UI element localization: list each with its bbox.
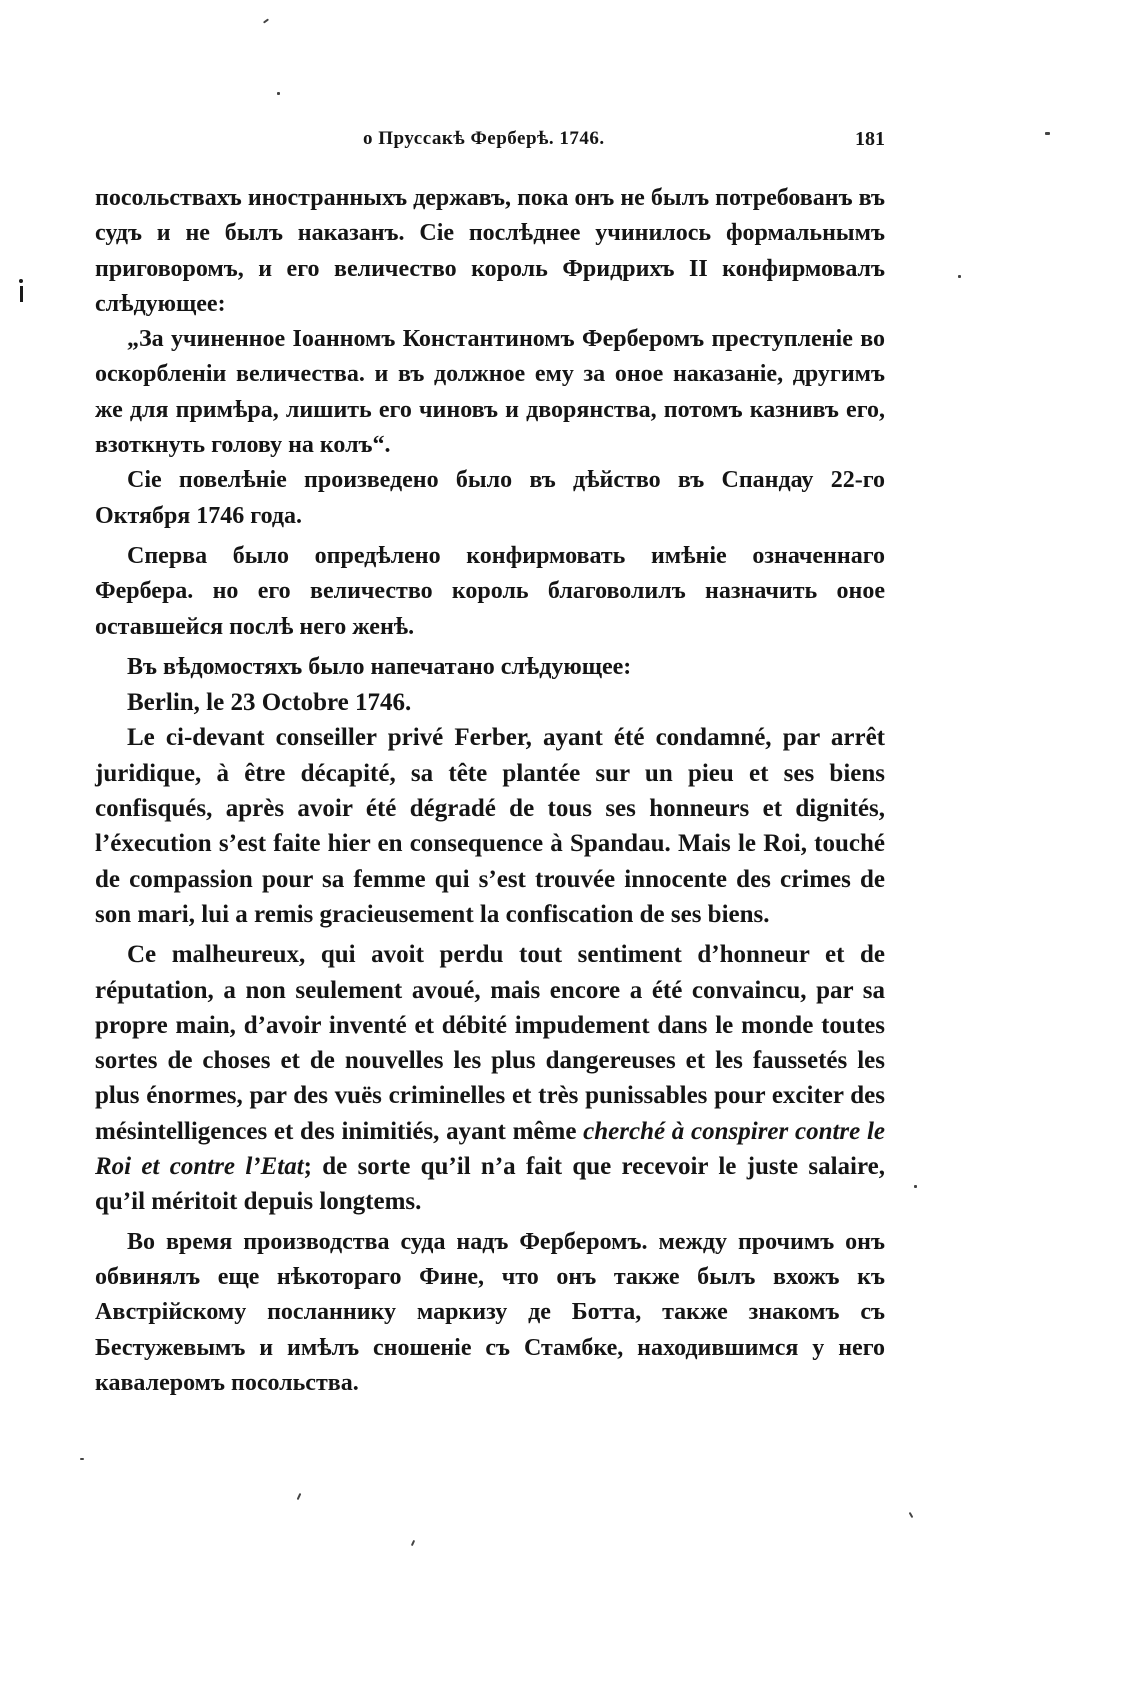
running-title: о Пруссакѣ Ферберѣ. 1746. [363, 128, 605, 149]
paragraph-trial: Во время производства суда надъ Ферберомъ. между прочимъ онъ обвинялъ еще нѣкотораго Фине, что онъ также былъ вхожъ къ Австрійскому посланнику маркизу де Ботта, также знакомъ съ Бестужевымъ и имѣлъ сношеніе съ Стамбке, находившимся у него кавалеромъ посольства. [95, 1228, 885, 1396]
paragraph-royal-order: „За учиненное Іоанномъ Константиномъ Ферберомъ преступленіе во оскорбленіи величества. и въ должное ему за оное наказаніе, другимъ же для примѣра, лишить его чиновъ и дворянства, потомъ казнивъ его, взоткнуть голову на колъ“. [95, 326, 885, 459]
body-text [95, 181, 885, 1401]
paragraph-estate: Сперва было опредѣлено конфирмовать имѣніе означеннаго Фербера. но его величество король благоволилъ назначить оное оставшейся послѣ него женѣ. [95, 542, 885, 640]
paragraph-french-report: Le ci-devant conseiller privé Ferber, ayant été condamné, par arrêt juridique, à être décapité, sa tête plantée sur un pieu et ses biens confisqués, après avoir été dégradé de tous ses honneurs et dignités, l’éxecution s’est faite hier en consequence à Spandau. Mais le Roi, touché de compassion pour sa femme qui s’est trouvée innocente des crimes de son mari, lui a remis gracieusement la confiscation de ses biens. [95, 724, 885, 928]
print-speck [297, 1493, 302, 1500]
print-speck [80, 1458, 84, 1460]
charges-ending: ; de sorte qu’il n’a fait que recevoir le juste salaire, qu’il méritoit depuis longtems. [95, 1153, 885, 1216]
print-speck [958, 275, 961, 278]
print-speck [263, 18, 269, 23]
charges-italic: cherché à conspirer contre le Roi et contre l’Etat [95, 1117, 886, 1181]
paragraph-dateline: Berlin, le 23 Octobre 1746. [127, 689, 412, 717]
print-speck [411, 1540, 415, 1546]
charges-text: Ce malheureux, qui avoit perdu tout sentiment d’honneur et de réputation, a non seulement avoué, mais encore a été convaincu, par sa propre main, d’avoir inventé et débité impudement dans le monde toutes sortes de choses et de nouvelles les plus dangereuses et les faussetés les plus énormes, par des vuës criminelles et très punissables pour exciter des mésintelligences et des inimitiés, ayant même [95, 941, 885, 1145]
print-speck [1045, 132, 1050, 135]
page-number: 181 [855, 128, 885, 150]
print-speck [914, 1185, 917, 1188]
paragraph-french-charges [95, 937, 885, 1219]
paragraph-continued: посольствахъ иностранныхъ державъ, пока онъ не былъ потребованъ въ судъ и не былъ наказанъ. Сіе послѣднее учинилось формальнымъ приговоромъ, и его величество король Фридрихъ II конфирмовалъ слѣдующее: [95, 185, 885, 317]
print-speck [909, 1512, 914, 1518]
paragraph-gazette-intro: Въ вѣдомостяхъ было напечатано слѣдующее: [127, 653, 632, 680]
print-speck [277, 92, 280, 95]
margin-mark [20, 286, 23, 302]
running-head [95, 128, 885, 158]
paragraph-execution-date: Сіе повелѣніе произведено было въ дѣйство въ Спандау 22-го Октября 1746 года. [95, 467, 885, 529]
